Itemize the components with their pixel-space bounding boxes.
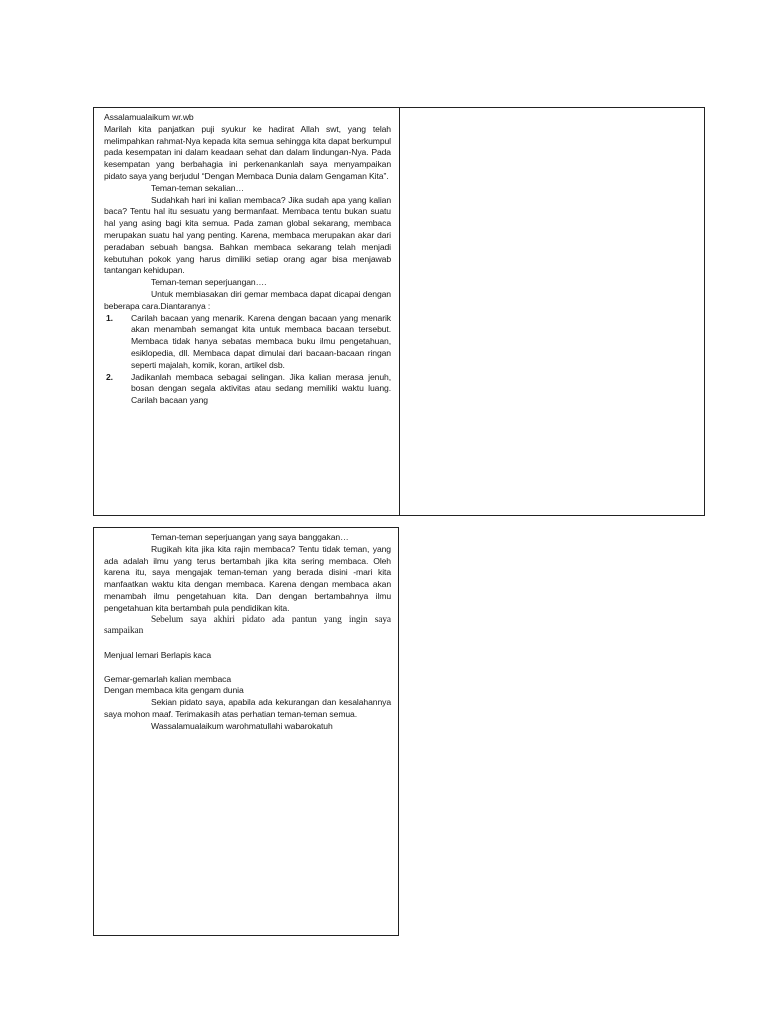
list-item bbox=[104, 313, 391, 372]
paragraph: Untuk membiasakan diri gemar membaca dapat dicapai dengan beberapa cara.Diantaranya : bbox=[104, 288, 391, 311]
page-panel-3 bbox=[93, 527, 399, 936]
pantun-line: Dengan membaca kita gengam dunia bbox=[104, 685, 244, 696]
address-line: Teman-teman sekalian… bbox=[151, 182, 244, 193]
paragraph: Sebelum saya akhiri pidato ada pantun yang ingin saya sampaikan bbox=[104, 614, 391, 637]
spacer bbox=[104, 662, 391, 674]
tips-list bbox=[104, 313, 391, 407]
closing-paragraph: Sekian pidato saya, apabila ada kekurangan dan kesalahannya saya mohon maaf. Terimakasih atas perhatian teman-teman semua. bbox=[104, 697, 391, 719]
page-panel-2-empty bbox=[399, 107, 705, 516]
page-2-text bbox=[104, 532, 391, 733]
farewell: Wassalamualaikum warohmatullahi wabarokatuh bbox=[151, 720, 333, 731]
page-panel-1 bbox=[93, 107, 400, 516]
list-item-text: Jadikanlah membaca sebagai selingan. Jika kalian merasa jenuh, bosan dengan segala aktivitas atau sedang memiliki waktu luang. Carilah bacaan yang bbox=[131, 371, 391, 406]
address-line: Teman-teman seperjuangan yang saya banggakan… bbox=[151, 532, 349, 542]
paragraph: Sudahkah hari ini kalian membaca? Jika sudah apa yang kalian baca? Tentu hal itu sesuatu yang bermanfaat. Membaca tentu bukan suatu hal yang asing bagi kita semua. Pada zaman global sekarang, membaca merupakan suatu hal yang penting. Karena, membaca merupakan akar dari peradaban sebuah bangsa. Bahkan membaca sekarang telah menjadi kebutuhan pokok yang harus dimiliki setiap orang agar bisa menjawab tantangan kehidupan. bbox=[104, 194, 391, 276]
pantun-line: Gemar-gemarlah kalian membaca bbox=[104, 673, 232, 684]
list-number: 1. bbox=[106, 312, 113, 323]
spacer bbox=[104, 638, 391, 650]
list-item-text: Carilah bacaan yang menarik. Karena dengan bacaan yang menarik akan menambah semangat kita untuk membaca bacaan tersebut. Membaca tidak hanya sebatas membaca buku ilmu pengetahuan, esiklopedia, dll. Membaca dapat dimulai dari bacaan-bacaan ringan seperti majalah, komik, koran, artikel dsb. bbox=[131, 312, 391, 370]
paragraph: Rugikah kita jika kita rajin membaca? Tentu tidak teman, yang ada adalah ilmu yang terus bertambah jika kita sering membaca. Oleh karena itu, saya mengajak teman-teman yang berada disini -mari kita manfaatkan waktu kita dengan membaca. Karena dengan membaca akan menambah ilmu pengetahuan kita. Dan dengan bertambahnya ilmu pengetahuan kita bertambah pula pendidikan kita. bbox=[104, 543, 391, 613]
list-item bbox=[104, 372, 391, 407]
intro-paragraph: Marilah kita panjatkan puji syukur ke hadirat Allah swt, yang telah melimpahkan rahmat-Nya kepada kita semua sehingga kita dapat berkumpul pada kesempatan ini dalam keadaan sehat dan dalam lindungan-Nya. Pada kesempatan yang berbahagia ini perkenankanlah saya menyampaikan pidato saya yang berjudul “Dengan Membaca Dunia dalam Gengaman Kita”. bbox=[104, 123, 391, 181]
address-line: Teman-teman seperjuangan…. bbox=[151, 277, 267, 288]
list-number: 2. bbox=[106, 371, 113, 382]
page-1-text bbox=[104, 112, 391, 407]
greeting: Assalamualaikum wr.wb bbox=[104, 112, 194, 122]
pantun-line: Menjual lemari Berlapis kaca bbox=[104, 649, 212, 660]
